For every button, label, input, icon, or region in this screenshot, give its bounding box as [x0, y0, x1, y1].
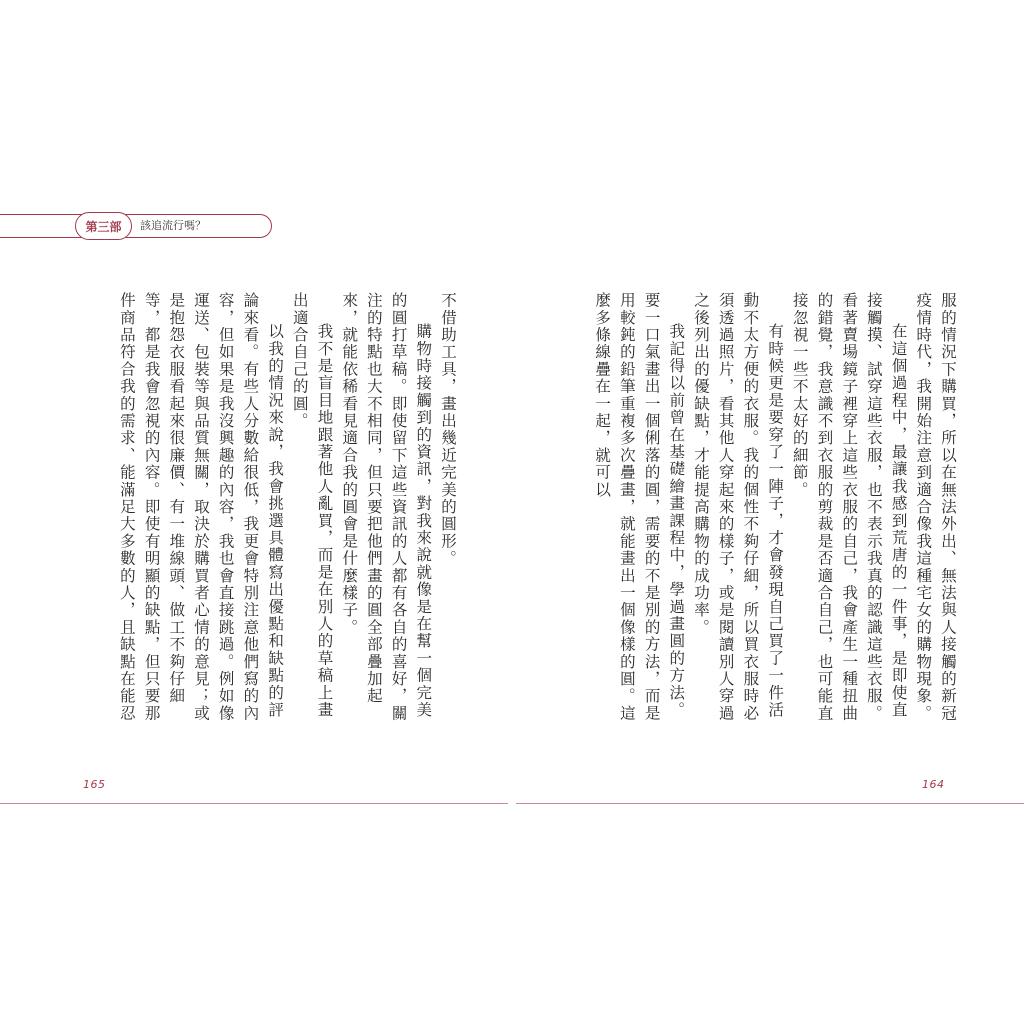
left-page-number: 165	[83, 778, 106, 791]
paragraph: 有時候更是要穿了一陣子，才會發現自己買了一件活動不太方便的衣服。我的個性不夠仔細，所以買衣服時必須透過照片，看其他人穿起來的樣子，或是閱讀別人穿過之後列出的優缺點，才能提高購物的成功率。	[691, 292, 785, 722]
paragraph: 不借助工具，畫出幾近完美的圓形。	[439, 292, 457, 568]
right-page-number: 164	[922, 778, 945, 791]
part-label: 第三部	[75, 212, 132, 240]
left-page-body	[100, 292, 460, 732]
paragraph: 服的情況下購買，所以在無法外出、無法與人接觸的新冠疫情時代，我開始注意到適合像我這種宅女的購物現象。	[914, 292, 957, 722]
left-footer-rule	[0, 803, 508, 804]
paragraph: 以我的情況來說，我會挑選具體寫出優點和缺點的評論來看。有些人分數給很低，我更會特別注意他們寫的內容，但如果是我沒興趣的內容，我也會直接跳過。例如像運送、包裝等與品質無關，取決於購買者心情的意見；或是抱怨衣服看起來很廉價、有一堆線頭、做工不夠仔細等，都是我會忽視的內容。即使有明顯的缺點，但只要那件商品符合我的需求、能滿足大多數的人，且缺點在能忍	[117, 292, 285, 722]
paragraph: 我記得以前曾在基礎繪畫課程中，學過畫圓的方法。要一口氣畫出一個俐落的圓，需要的不是別的方法，而是用較鈍的鉛筆重複多次疊畫，就能畫出一個像樣的圓。這麼多條線疊在一起，就可以	[593, 292, 686, 722]
paragraph: 我不是盲目地跟著他人亂買，而是在別人的草稿上畫出適合自己的圓。	[290, 292, 334, 719]
chapter-title: 該追流行嗎？	[140, 219, 206, 232]
right-footer-rule	[516, 803, 1024, 804]
chapter-header-tab	[0, 214, 272, 238]
paragraph: 購物時接觸到的資訊，對我來說就像是在幫一個完美的圓打草稿。即使留下這些資訊的人都有各自的喜好，關注的特點也大不相同，但只要把他們畫的圓全部疊加起來，就能依稀看見適合我的圓會是什麼樣子。	[340, 292, 433, 722]
right-page-body	[593, 292, 960, 732]
paragraph: 在這個過程中，最讓我感到荒唐的一件事，是即使直接觸摸、試穿這些衣服，也不表示我真的認識這些衣服。看著賣場鏡子裡穿上這些衣服的自己，我會產生一種扭曲的錯覺，我意識不到衣服的剪裁是否適合自己，也可能直接忽視一些不太好的細節。	[790, 292, 908, 722]
